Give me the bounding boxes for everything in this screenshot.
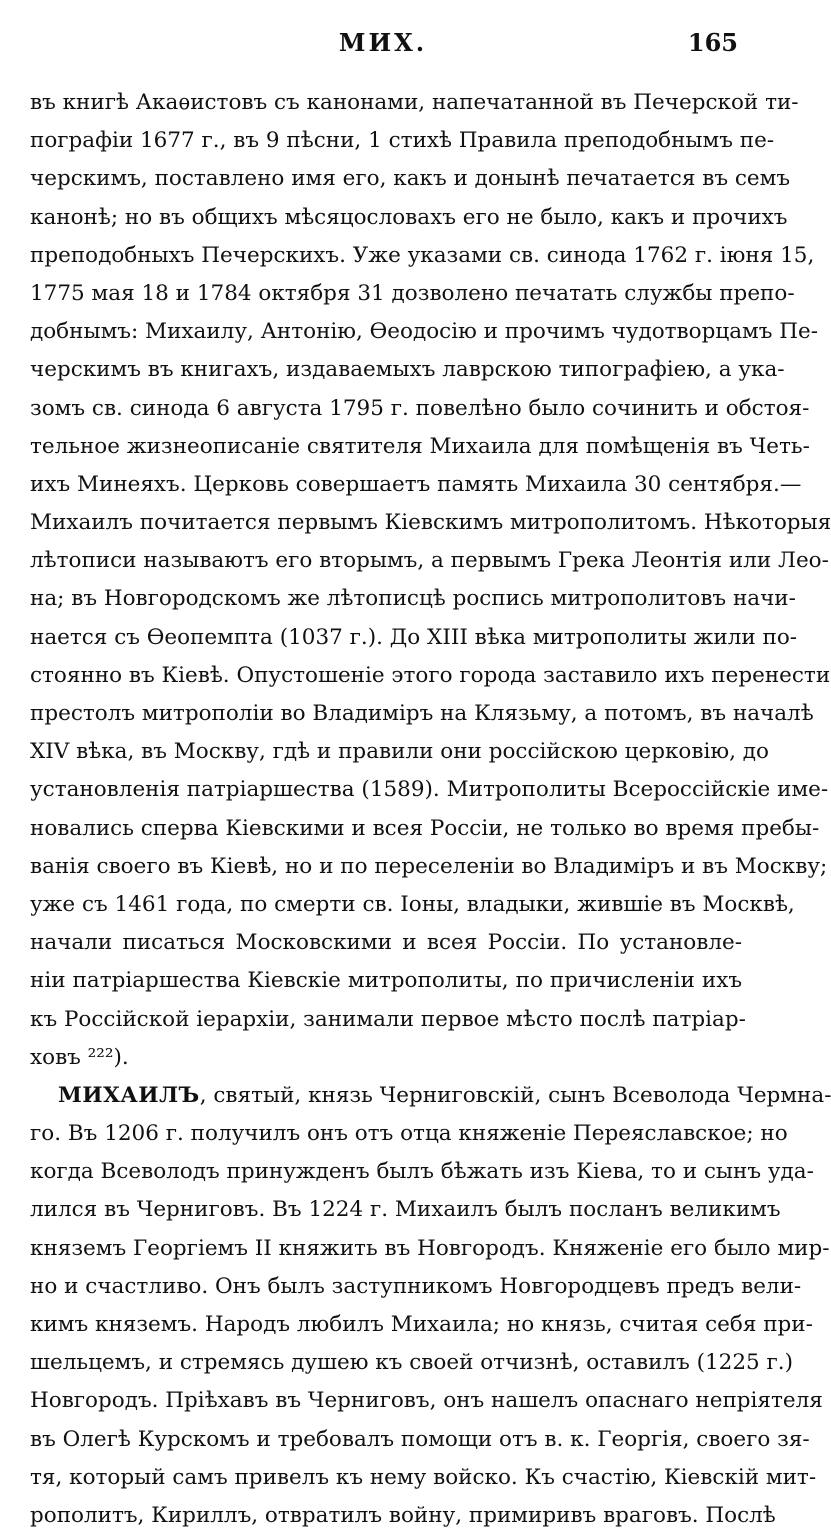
text-line: установленія патріаршества (1589). Митрополиты Всероссійскіе име- [30, 777, 829, 803]
text-line: добнымъ: Михаилу, Антонію, Ѳеодосію и прочимъ чудотворцамъ Пе- [30, 319, 818, 345]
text-line: рополитъ, Кириллъ, отвратилъ войну, примиривъ враговъ. Послѣ [30, 1502, 776, 1528]
text-line: тя, который самъ привелъ къ нему войско. Къ счастію, Кіевскій мит- [30, 1464, 817, 1490]
text-line: го. Въ 1206 г. получилъ онъ отъ отца княженіе Переяславское; но [30, 1121, 788, 1147]
text-line: шельцемъ, и стремясь душею къ своей отчизнѣ, оставилъ (1225 г.) [30, 1350, 794, 1376]
text-line: новались сперва Кіевскими и всея Россіи, не только во время пребы- [30, 815, 820, 841]
text-line: нается съ Ѳеопемпта (1037 г.). До XIII вѣка митрополиты жили по- [30, 624, 798, 650]
text-line: XIV вѣка, въ Москву, гдѣ и правили они россійскою церковію, до [30, 739, 769, 765]
text-line: Михаилъ почитается первымъ Кіевскимъ митрополитомъ. Нѣкоторыя [30, 510, 831, 536]
text-line: ніи патріаршества Кіевскіе митрополиты, по причисленіи ихъ [30, 968, 742, 994]
text-line: на; въ Новгородскомъ же лѣтописцѣ роспись митрополитовъ начи- [30, 586, 796, 612]
text-line: лѣтописи называютъ его вторымъ, а первымъ Грека Леонтія или Лео- [30, 548, 829, 574]
text-line: престолъ митрополіи во Владиміръ на Клязьму, а потомъ, въ началѣ [30, 701, 814, 726]
text-line: но и счастливо. Онъ былъ заступникомъ Новгородцевъ предъ вели- [30, 1273, 802, 1299]
text-line: къ Россійской іерархіи, занимали первое мѣсто послѣ патріар- [30, 1006, 746, 1032]
text-line: ванія своего въ Кіевѣ, но и по переселеніи во Владиміръ и въ Москву; [30, 853, 828, 879]
text-line: преподобныхъ Печерскихъ. Уже указами св. синода 1762 г. іюня 15, [30, 242, 815, 268]
text-line: уже съ 1461 года, по смерти св. Іоны, владыки, жившіе въ Москвѣ, [30, 891, 795, 917]
text-line: канонѣ; но въ общихъ мѣсяцословахъ его не было, какъ и прочихъ [30, 204, 788, 230]
text-line: когда Всеволодъ принужденъ былъ бѣжать изъ Кіева, то и сынъ уда- [30, 1159, 814, 1185]
entry-headword: МИХАИЛЪ [58, 1082, 200, 1108]
entry-first-line-text: , святый, князь Черниговскій, сынъ Всеволода Чермна- [199, 1082, 831, 1108]
text-line: кимъ княземъ. Народъ любилъ Михаила; но князь, считая себя при- [30, 1312, 813, 1337]
text-line: Новгородъ. Пріѣхавъ въ Черниговъ, онъ нашелъ опаснаго непріятеля [30, 1388, 823, 1414]
text-line: въ книгѣ Акаѳистовъ съ канонами, напечатанной въ Печерской ти- [30, 90, 799, 115]
text-line: въ Олегѣ Курскомъ и требовалъ помощи отъ в. к. Георгія, своего зя- [30, 1426, 810, 1452]
text-line: черскимъ въ книгахъ, издаваемыхъ лаврскою типографіею, а ука- [30, 357, 785, 383]
text-line: ховъ ²²²). [30, 1044, 129, 1070]
text-line: 1775 мая 18 и 1784 октября 31 дозволено печатать службы препо- [30, 280, 795, 306]
running-head: МИХ. [338, 28, 428, 57]
text-line: черскимъ, поставлено имя его, какъ и донынѣ печатается въ семъ [30, 166, 791, 192]
text-line: тельное жизнеописаніе святителя Михаила для помѣщенія въ Четь- [30, 433, 810, 459]
text-line: начали писаться Московскими и всея Россіи. По установле- [30, 930, 742, 956]
page-number: 165 [687, 28, 738, 57]
text-line: зомъ св. синода 6 августа 1795 г. повелѣно было сочинить и обстоя- [30, 395, 810, 421]
text-line: стоянно въ Кіевѣ. Опустошеніе этого города заставило ихъ перенести [30, 662, 831, 688]
text-line: ихъ Минеяхъ. Церковь совершаетъ память Михаила 30 сентября.— [30, 471, 802, 497]
text-line: княземъ Георгіемъ II княжить въ Новгородъ. Княженіе его было мир- [30, 1235, 830, 1261]
page-header [0, 28, 766, 64]
text-line: пографіи 1677 г., въ 9 пѣсни, 1 стихѣ Правила преподобнымъ пе- [30, 128, 775, 154]
text-line: лился въ Черниговъ. Въ 1224 г. Михаилъ былъ посланъ великимъ [30, 1197, 781, 1223]
page-body [30, 84, 831, 1535]
entry-first-line [30, 1077, 831, 1115]
